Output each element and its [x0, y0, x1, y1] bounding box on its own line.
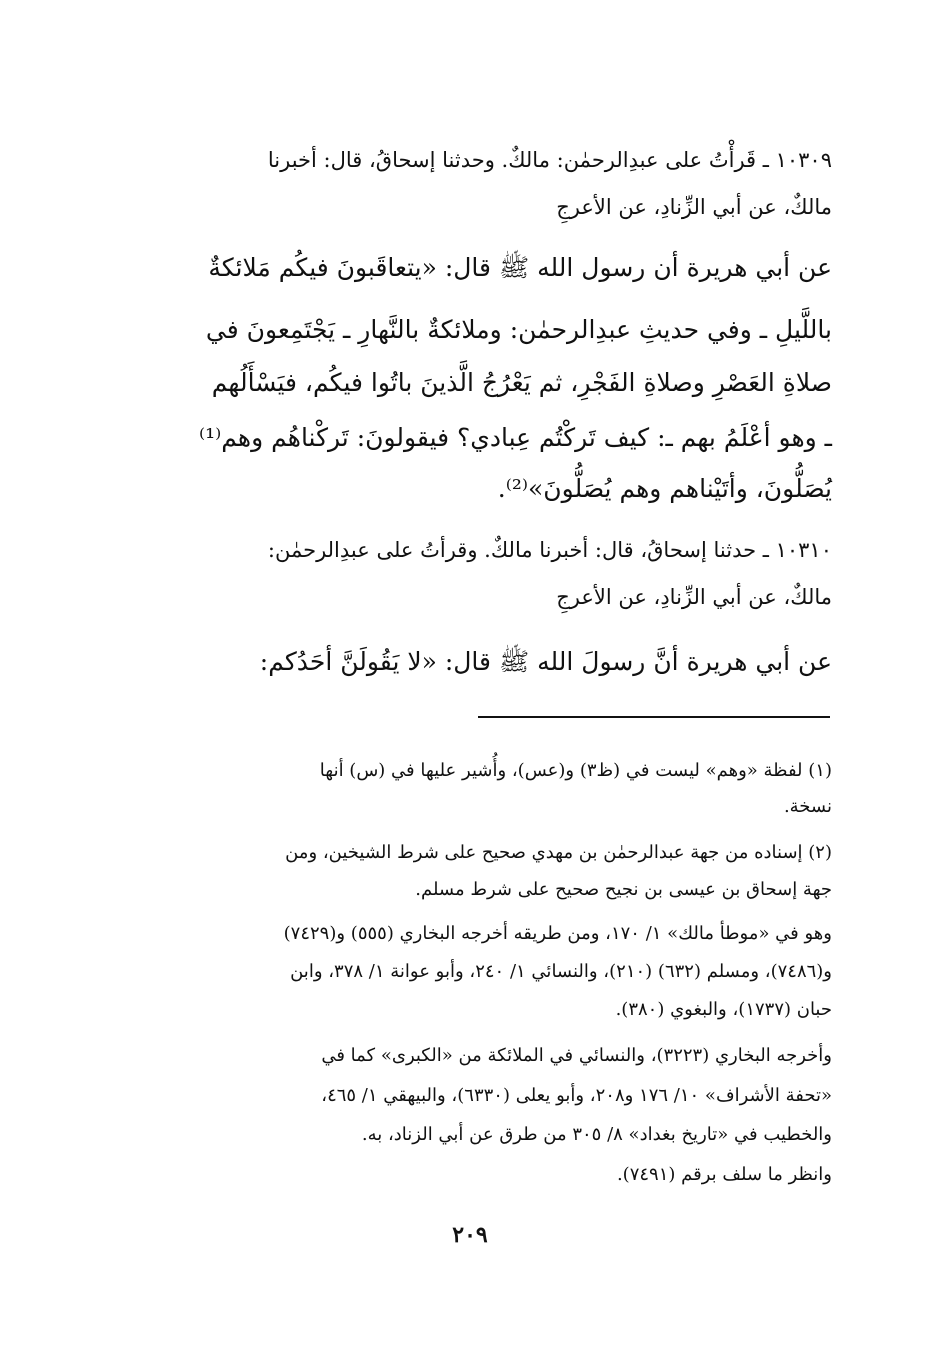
footnote-2-line-2: جهة إسحاق بن عيسى بن نجيح صحيح على شرط مسلم. [415, 879, 832, 900]
hadith-10310-matn-line-1: عن أبي هريرة أنَّ رسولَ الله ﷺ قال: «لا يَقُولَنَّ أحَدُكم: [259, 647, 832, 676]
footnote-2-line-6: وأخرجه البخاري (٣٢٢٣)، والنسائي في الملائكة من «الكبرى» كما في [321, 1045, 832, 1066]
footnote-2-line-7: «تحفة الأشراف» ١٠/ ١٧٦ و٢٠٨، وأبو يعلى (٦٣٣٠)، والبيهقي ١/ ٤٦٥، [321, 1085, 832, 1106]
page-number: ٢٠٩ [452, 1222, 488, 1248]
hadith-10310-isnad-line-1: ١٠٣١٠ ـ حدثنا إسحاقُ، قال: أخبرنا مالكٌ. وقرأتُ على عبدِالرحمٰن: [267, 538, 832, 562]
hadith-10309-matn-line-2: باللَّيلِ ـ وفي حديثِ عبدِالرحمٰن: وملائكةٌ بالنَّهارِ ـ يَجْتَمِعونَ في [205, 315, 832, 344]
footnote-2-line-5: حبان (١٧٣٧)، والبغوي (٣٨٠). [615, 999, 832, 1020]
footnote-1-line-1: (١) لفظة «وهم» ليست في (ظ٣) و(عس)، وأُشير عليها في (س) أنها [319, 760, 832, 781]
hadith-10309-matn-line-5: يُصَلُّونَ، وأتَيْناهم وهم يُصَلُّونَ»⁽²⁾. [497, 474, 832, 503]
footnote-2-line-1: (٢) إسناده من جهة عبدالرحمٰن بن مهدي صحيح على شرط الشيخين، ومن [285, 842, 832, 863]
hadith-10309-matn-line-3: صلاةِ العَصْرِ وصلاةِ الفَجْرِ، ثم يَعْرُجُ الَّذينَ باتُوا فيكُم، فيَسْأَلُهم [211, 368, 832, 397]
footnote-2-line-9: وانظر ما سلف برقم (٧٤٩١). [616, 1164, 832, 1185]
footnote-2-line-4: و(٧٤٨٦)، ومسلم (٦٣٢) (٢١٠)، والنسائي ١/ ٢٤٠، وأبو عوانة ١/ ٣٧٨، وابن [290, 961, 832, 982]
hadith-10309-isnad-line-2: مالكٌ، عن أبي الزِّنادِ، عن الأعرجِ [556, 195, 832, 219]
footnote-2-line-8: والخطيب في «تاريخ بغداد» ٨/ ٣٠٥ من طرق عن أبي الزناد، به. [361, 1124, 832, 1145]
hadith-10310-isnad-line-2: مالكٌ، عن أبي الزِّنادِ، عن الأعرجِ [556, 585, 832, 609]
footnote-separator [478, 716, 830, 718]
hadith-10309-matn-line-1: عن أبي هريرة أن رسول الله ﷺ قال: «يتعاقَبونَ فيكُم مَلائكةٌ [208, 253, 832, 282]
footnote-2-line-3: وهو في «موطأ مالك» ١/ ١٧٠، ومن طريقه أخرجه البخاري (٥٥٥) و(٧٤٢٩) [283, 923, 832, 944]
footnote-1-line-2: نسخة. [783, 796, 832, 817]
hadith-10309-isnad-line-1: ١٠٣٠٩ ـ قَرأْتُ على عبدِالرحمٰن: مالكٌ. وحدثنا إسحاقُ، قال: أخبرنا [267, 148, 832, 172]
hadith-10309-matn-line-4: ـ وهو أعْلَمُ بهم ـ: كيف تَركْتُم عِبادي؟ فيقولونَ: تَركْناهُم وهم⁽¹⁾ [198, 423, 832, 452]
